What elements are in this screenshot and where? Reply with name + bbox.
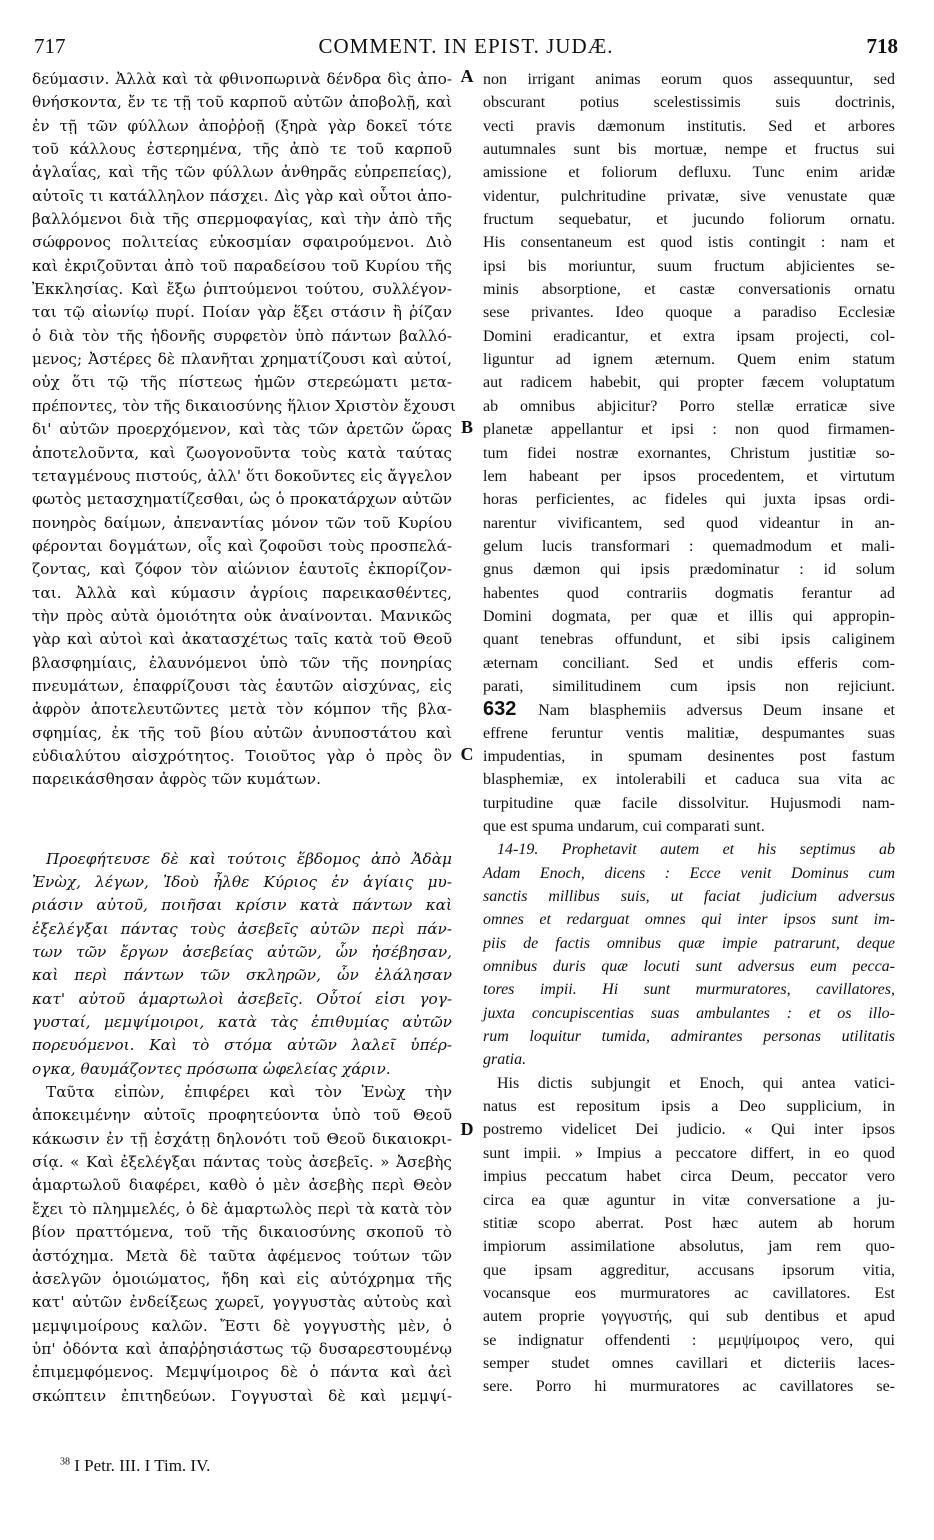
text-line: ἐπιμεμφόμενος. Μεμψίμοιρος δὲ ὁ πάντα καὶ ἀεὶ xyxy=(32,1363,452,1382)
text-line: τεταγμένους πιστούς, ἀλλ' ὅτι δοκοῦντες εἰς ἄγγελον xyxy=(32,466,453,485)
text-line: stitiæ scopo aberrat. Post hæc autem ab horum xyxy=(483,1214,895,1232)
text-line: gnus dæmon qui ipsis prædominatur : id solum xyxy=(483,561,895,579)
text-line: planetæ appellantur et ipsi : non quod firmamen- xyxy=(483,421,895,439)
text-line: 14-19. Prophetavit autem et his septimus ab xyxy=(497,841,895,859)
page-number-left: 717 xyxy=(34,34,66,58)
text-line: αὐτοῖς τι κατάλληλον πάσχει. Δὶς γὰρ καὶ οὗτοι ἀπο- xyxy=(32,186,452,205)
text-line: Adam Enoch, dicens : Ecce venit Dominus cum xyxy=(483,864,895,882)
text-line: μεμψιμοίρους καλῶν. Ἔστι δὲ γογγυστὴς μὲν, ὁ xyxy=(32,1316,452,1335)
text-line: ἐξελέγξαι πάντας τοὺς ἀσεβεῖς αὐτῶν περὶ πάν- xyxy=(32,919,452,938)
text-line: πορευόμενοι. Καὶ τὸ στόμα αὐτῶν λαλεῖ ὑπέρ- xyxy=(32,1036,452,1055)
text-line: se indignatur offendenti : μεμψίμοιρος vero, qui xyxy=(483,1331,895,1349)
text-line: ἔχει τὸ πλημμελές, ὁ δὲ ἁμαρτωλὸς περὶ τὰ κατὰ τὸν xyxy=(32,1199,452,1218)
text-line: Προεφήτευσε δὲ καὶ τούτοις ἕβδομος ἀπὸ Ἀδὰμ xyxy=(46,849,452,868)
text-line: Domini dogmata, per quæ et illis qui appropin- xyxy=(483,607,895,625)
text-line: circa ea quæ aguntur in vitæ conversatione a ju- xyxy=(483,1191,895,1209)
margin-marker-a: A xyxy=(460,66,474,86)
text-line: ὑπ' ὀδόντα καὶ ἀπαῤῥησιάστως τῷ δυσαρεστουμένῳ xyxy=(32,1339,452,1358)
text-line: ζοντας, καὶ ζόφον τὸν αἰώνιον ἑαυτοῖς ἐκπορίζον- xyxy=(32,560,452,579)
text-line: ἁμαρτωλοῦ διαφέρει, καθὸ ὁ μὲν ἀσεβὴς περὶ Θεὸν xyxy=(32,1176,452,1195)
text-line: πρέποντες, τὸν τῆς δικαιοσύνης ἥλιον Χριστὸν ἔχουσι xyxy=(32,396,456,415)
text-line: βλασφημίαις, ἐλαυνόμενοι ὑπὸ τῶν τῆς πονηρίας xyxy=(32,653,452,672)
text-line: ab omnibus abjicitur? Porro stellæ erraticæ sive xyxy=(483,397,895,415)
text-line: κατ' αὐτοῦ ἁμαρτωλοὶ ἀσεβεῖς. Οὗτοί εἰσι γογ- xyxy=(32,989,452,1008)
text-line: blasphemiæ, ex intolerabili et caduca sua vita ac xyxy=(483,771,895,789)
text-line: σώφρονος πολιτείας εὐκοσμίαν σφαιρούμενοι. Διὸ xyxy=(32,233,452,252)
text-line: θνήσκοντα, ἔν τε τῇ τοῦ καρποῦ αὐτῶν ἀποβολῇ, καὶ xyxy=(32,93,452,112)
text-line: σίᾳ. « Καὶ ἐξελέγξαι πάντας τοὺς ἀσεβεῖς. » Ἀσεβὴς xyxy=(32,1153,452,1172)
latin-column xyxy=(483,68,895,1399)
text-line: Ἐκκλησίας. Καὶ ἔξω ῥιπτούμενοι τούτου, συλλέγον- xyxy=(32,280,452,299)
text-line: que est spuma undarum, cui comparati sunt. xyxy=(483,818,765,835)
text-line: πονηρὸς δαίμων, ἀπεναντίας μόνον τῶν τοῦ Κυρίου xyxy=(32,513,452,532)
text-line: postremo videlicet Dei judicio. « Qui inter ipsos xyxy=(483,1121,895,1139)
text-line: habentes quod contrariis dogmatis ferantur ad xyxy=(483,584,895,602)
text-line: semper studet omnes cavillari et dicteriis laces- xyxy=(483,1354,895,1372)
text-line: γὰρ καὶ αὐτοὶ καὶ ἀκατασχέτως ταῖς κατὰ τοῦ Θεοῦ xyxy=(32,630,452,649)
text-line: narentur vivificantem, sed quod videantur in an- xyxy=(483,514,895,532)
text-line: quant tenebras offundunt, et sibi ipsis caliginem xyxy=(483,631,895,649)
text-line: μενος; Ἀστέρες δὲ πλανῆται χρηματίζουσι καὶ αὐτοί, xyxy=(32,350,452,369)
text-line: φέρονται δογμάτων, οἷς καὶ ζοφοῦσι τοὺς προσπελά- xyxy=(32,536,452,555)
text-line: aut radicem habebit, qui propter fæcem voluptatum xyxy=(483,374,895,392)
text-line: amissione et foliorum defluxu. Tunc enim aridæ xyxy=(483,164,895,182)
text-line: horas perficientes, ac fideles qui juxta ipsas ordi- xyxy=(483,491,895,509)
footnote xyxy=(60,1456,210,1476)
text-line: impiorum assimilatione absolutus, jam rem quo- xyxy=(483,1238,895,1256)
text-line: fructum sequebatur, et jucundo foliorum ornatu. xyxy=(483,211,895,229)
text-line: των τῶν ἔργων ἀσεβείας αὐτῶν, ὧν ἠσέβησαν, xyxy=(32,943,452,962)
text-line: omnibus duris quæ locuti sunt adversus eum pecca- xyxy=(483,958,895,976)
text-line: tum fidei nostræ exornantes, Christum justitiæ so- xyxy=(483,444,895,462)
column-number: 632 xyxy=(483,698,539,721)
text-line: juxta concupiscentias suas ambulantes : et os illo- xyxy=(483,1004,895,1022)
margin-marker-b: B xyxy=(460,417,473,437)
text-line: non irrigant animas eorum quos assequuntur, sed xyxy=(483,71,895,88)
margin-marker-d: D xyxy=(460,1119,474,1139)
text-line: καὶ περὶ πάντων τῶν σκληρῶν, ὧν ἐλάλησαν xyxy=(32,966,452,985)
text-line: σφημίας, ἐκ τῆς τοῦ βίου αὐτῶν ἀνυποστάτου καὶ xyxy=(32,723,452,742)
text-line: natus est repositum ipsis a Deo supplicium, in xyxy=(483,1098,895,1116)
text-line: δεύμασιν. Ἀλλὰ καὶ τὰ φθινοπωρινὰ δένδρα δὶς ἀπο- xyxy=(32,70,452,88)
text-line: sanctis millibus suis, ut faciat judicium adversus xyxy=(483,888,895,906)
text-line: que ipsam aggreditur, accusans ipsorum vitia, xyxy=(483,1261,895,1279)
text-line: παρεικάσθησαν ἀφρὸς τῶν κυμάτων. xyxy=(32,770,321,789)
text-line: ἀποκειμένην αὐτοῖς προφητεύοντα ὑπὸ τοῦ Θεοῦ xyxy=(32,1106,452,1125)
text-line: τὴν πρὸς αὐτὰ ὁμοιότητα οὐκ ἀναίνονται. Μανικῶς xyxy=(32,606,452,625)
text-line: tores impii. Hi sunt murmuratores, cavillatores, xyxy=(483,981,895,999)
text-line: ἀστόχημα. Μετὰ δὲ ταῦτα ἀφέμενος τούτων τῶν xyxy=(32,1246,452,1265)
text-line: Ταῦτα εἰπὼν, ἐπιφέρει καὶ τὸν Ἐνὼχ τὴν xyxy=(46,1083,452,1102)
text-line: γυσταί, μεμψίμοιροι, κατὰ τὰς ἐπιθυμίας αὐτῶν xyxy=(32,1013,452,1032)
text-line: gelum lucis transformari : quemadmodum et mali- xyxy=(483,537,895,555)
text-line: gratia. xyxy=(483,1051,527,1069)
text-line: piis de factis omnibus quæ impie patrarunt, deque xyxy=(483,934,895,952)
footnote-text: I Petr. III. I Tim. IV. xyxy=(74,1456,211,1475)
text-line: οὐχ ὅτι τῷ τῆς πίστεως ἡμῶν στερεώματι μετα- xyxy=(32,373,452,392)
margin-marker-c: C xyxy=(460,744,474,764)
text-line: sunt impii. » Impius a peccatore differt, in eo quod xyxy=(483,1144,895,1162)
greek-column xyxy=(32,68,456,1408)
text-line: πνευμάτων, ἐπαφρίζουσι τὰς ἑαυτῶν αἰσχύνας, εἰς xyxy=(32,676,452,695)
text-line: autumnales sunt bis mortuæ, nempe et fructus sui xyxy=(483,141,895,159)
text-line: turpitudine quæ facile dissolvitur. Hujusmodi nam- xyxy=(483,794,895,812)
text-line: δι' αὐτῶν προερχόμενον, καὶ τὰς τῶν ἀρετῶν ὥρας xyxy=(32,420,452,439)
text-line: βαλλόμενοι διὰ τῆς σπερμοφαγίας, καὶ τὴν ἀπὸ τῆς xyxy=(32,210,452,229)
text-line: ipsi bis moriuntur, suum fructum abjicientes se- xyxy=(483,257,895,275)
text-line: lem habeant per ipsos procedentem, et virtutum xyxy=(483,467,895,485)
text-line: Ἐνὼχ, λέγων, Ἰδοὺ ἦλθε Κύριος ἐν ἁγίαις μυ- xyxy=(32,873,452,891)
text-line: κατ' αὐτῶν ἐνδείξεως χωρεῖ, γογγυστὰς αὐτοὺς καὶ xyxy=(32,1293,452,1312)
text-line: impius peccatum habet circa Deum, peccator vero xyxy=(483,1168,895,1186)
text-line: rum loquitur tumida, admirantes personas utilitatis xyxy=(483,1028,895,1046)
text-line: βίον πραττόμενα, τοῦ τῆς δικαιοσύνης σκοποῦ τὸ xyxy=(32,1223,452,1242)
footnote-number: 38 xyxy=(60,1456,70,1468)
text-line: ται. Ἀλλὰ καὶ κύμασιν ἀγρίοις παρεικασθέντες, xyxy=(32,583,452,602)
text-line: liguntur ad ignem æternum. Quem enim statum xyxy=(483,351,895,369)
text-line: videntur, pulchritudine privatæ, sive venustate quæ xyxy=(483,187,895,205)
text-line: vocansque eos murmuratores ac cavillatores. Est xyxy=(483,1284,895,1302)
text-line: minis absorptione, et castæ conversationis ornatu xyxy=(483,281,895,299)
text-line: εὐδιαλύτου αἰσχρότητος. Τοιοῦτος γὰρ ὁ πρὸς ὃν xyxy=(32,746,452,765)
text-line: σκώπτειν ἐπιτηδεύων. Γογγυσταὶ δὲ καὶ μεμψί- xyxy=(32,1386,452,1405)
text-line: impudentias, in spumam desinentes post fastum xyxy=(483,747,895,765)
text-line: parati, similitudinem cum ipsis non rejiciunt. xyxy=(483,677,895,695)
page-number-right: 718 xyxy=(866,34,898,58)
text-line: κάκωσιν ἐν τῇ ἐσχάτῃ δηλονότι τοῦ Θεοῦ δικαιοκρι- xyxy=(32,1129,452,1148)
text-line: ται τῷ αἰωνίῳ πυρί. Ποίαν γὰρ ἕξει στάσιν ἢ ῥίζαν xyxy=(32,303,452,322)
text-line: φωτὸς μετασχηματίζεσθαι, ὡς ὁ προκατάρχων αὐτῶν xyxy=(32,490,452,509)
text-line: ἀγλαΐας, καὶ τῆς τῶν φύλλων ἀνθηρᾶς εὐπρεπείας), xyxy=(32,163,452,182)
text-line: ριάσιν αὐτοῦ, ποιῆσαι κρίσιν κατὰ πάντων καὶ xyxy=(32,896,452,915)
text-line: His consentaneum est quod istis contingit : nam et xyxy=(483,234,895,252)
text-line-content: Nam blasphemiis adversus Deum insane et xyxy=(538,702,895,720)
text-line xyxy=(483,698,895,721)
text-line: τοῦ κάλλους ἐστερημένα, τῆς ἀπὸ τε τοῦ καρποῦ xyxy=(32,140,452,159)
text-line: sese privantes. Ideo quoque a paradiso Ecclesiæ xyxy=(483,304,895,322)
text-line: vecti pravis dæmonum institutis. Sed et arbores xyxy=(483,117,895,135)
text-line: ἐν τῇ τῶν φύλλων ἀποῤῥοῇ (ξηρὰ γὰρ δοκεῖ τότε xyxy=(32,116,452,135)
text-line: His dictis subjungit et Enoch, qui antea vatici- xyxy=(497,1074,895,1092)
text-line: sere. Porro hi murmuratores ac cavillatores se- xyxy=(483,1378,895,1396)
text-line: ογκα, θαυμάζοντες πρόσωπα ὠφελείας χάριν. xyxy=(32,1059,391,1078)
text-line: ἀσελγῶν ὁμοιώματος, ἤδη καὶ εἰς αὐτόχρημα τῆς xyxy=(32,1269,452,1288)
text-line: καὶ ἐκριζοῦνται ἀπὸ τοῦ παραδείσου τοῦ Κυρίου τῆς xyxy=(32,256,452,275)
text-line: ἀποτελοῦντα, καὶ ζωογονοῦντα τοὺς κατὰ ταύτας xyxy=(32,443,452,462)
text-line: effrene feruntur ventis malitiæ, despumantes suas xyxy=(483,724,895,742)
text-line: ὁ διὰ τὸν τῆς ἡδονῆς συρφετὸν ὑπὸ πάντων βαλλό- xyxy=(32,326,452,345)
text-line: autem proprie γογγυστής, qui sub dentibus et apud xyxy=(483,1308,895,1326)
text-line: omnes et redarguat omnes qui inter ipsos sunt im- xyxy=(483,911,895,929)
text-line: obscurant potius scelestissimis suis doctrinis, xyxy=(483,94,895,112)
running-title: COMMENT. IN EPIST. JUDÆ. xyxy=(318,34,614,58)
page-header xyxy=(34,20,898,60)
text-line: ἀφρὸν ἀποτελευτῶντες μετὰ τὸν κόμπον τῆς βλα- xyxy=(32,700,452,719)
text-line: Domini eradicantur, et extra ipsam projecti, col- xyxy=(483,327,895,345)
text-line: æternam conciliant. Sed et undis efferis com- xyxy=(483,654,895,672)
